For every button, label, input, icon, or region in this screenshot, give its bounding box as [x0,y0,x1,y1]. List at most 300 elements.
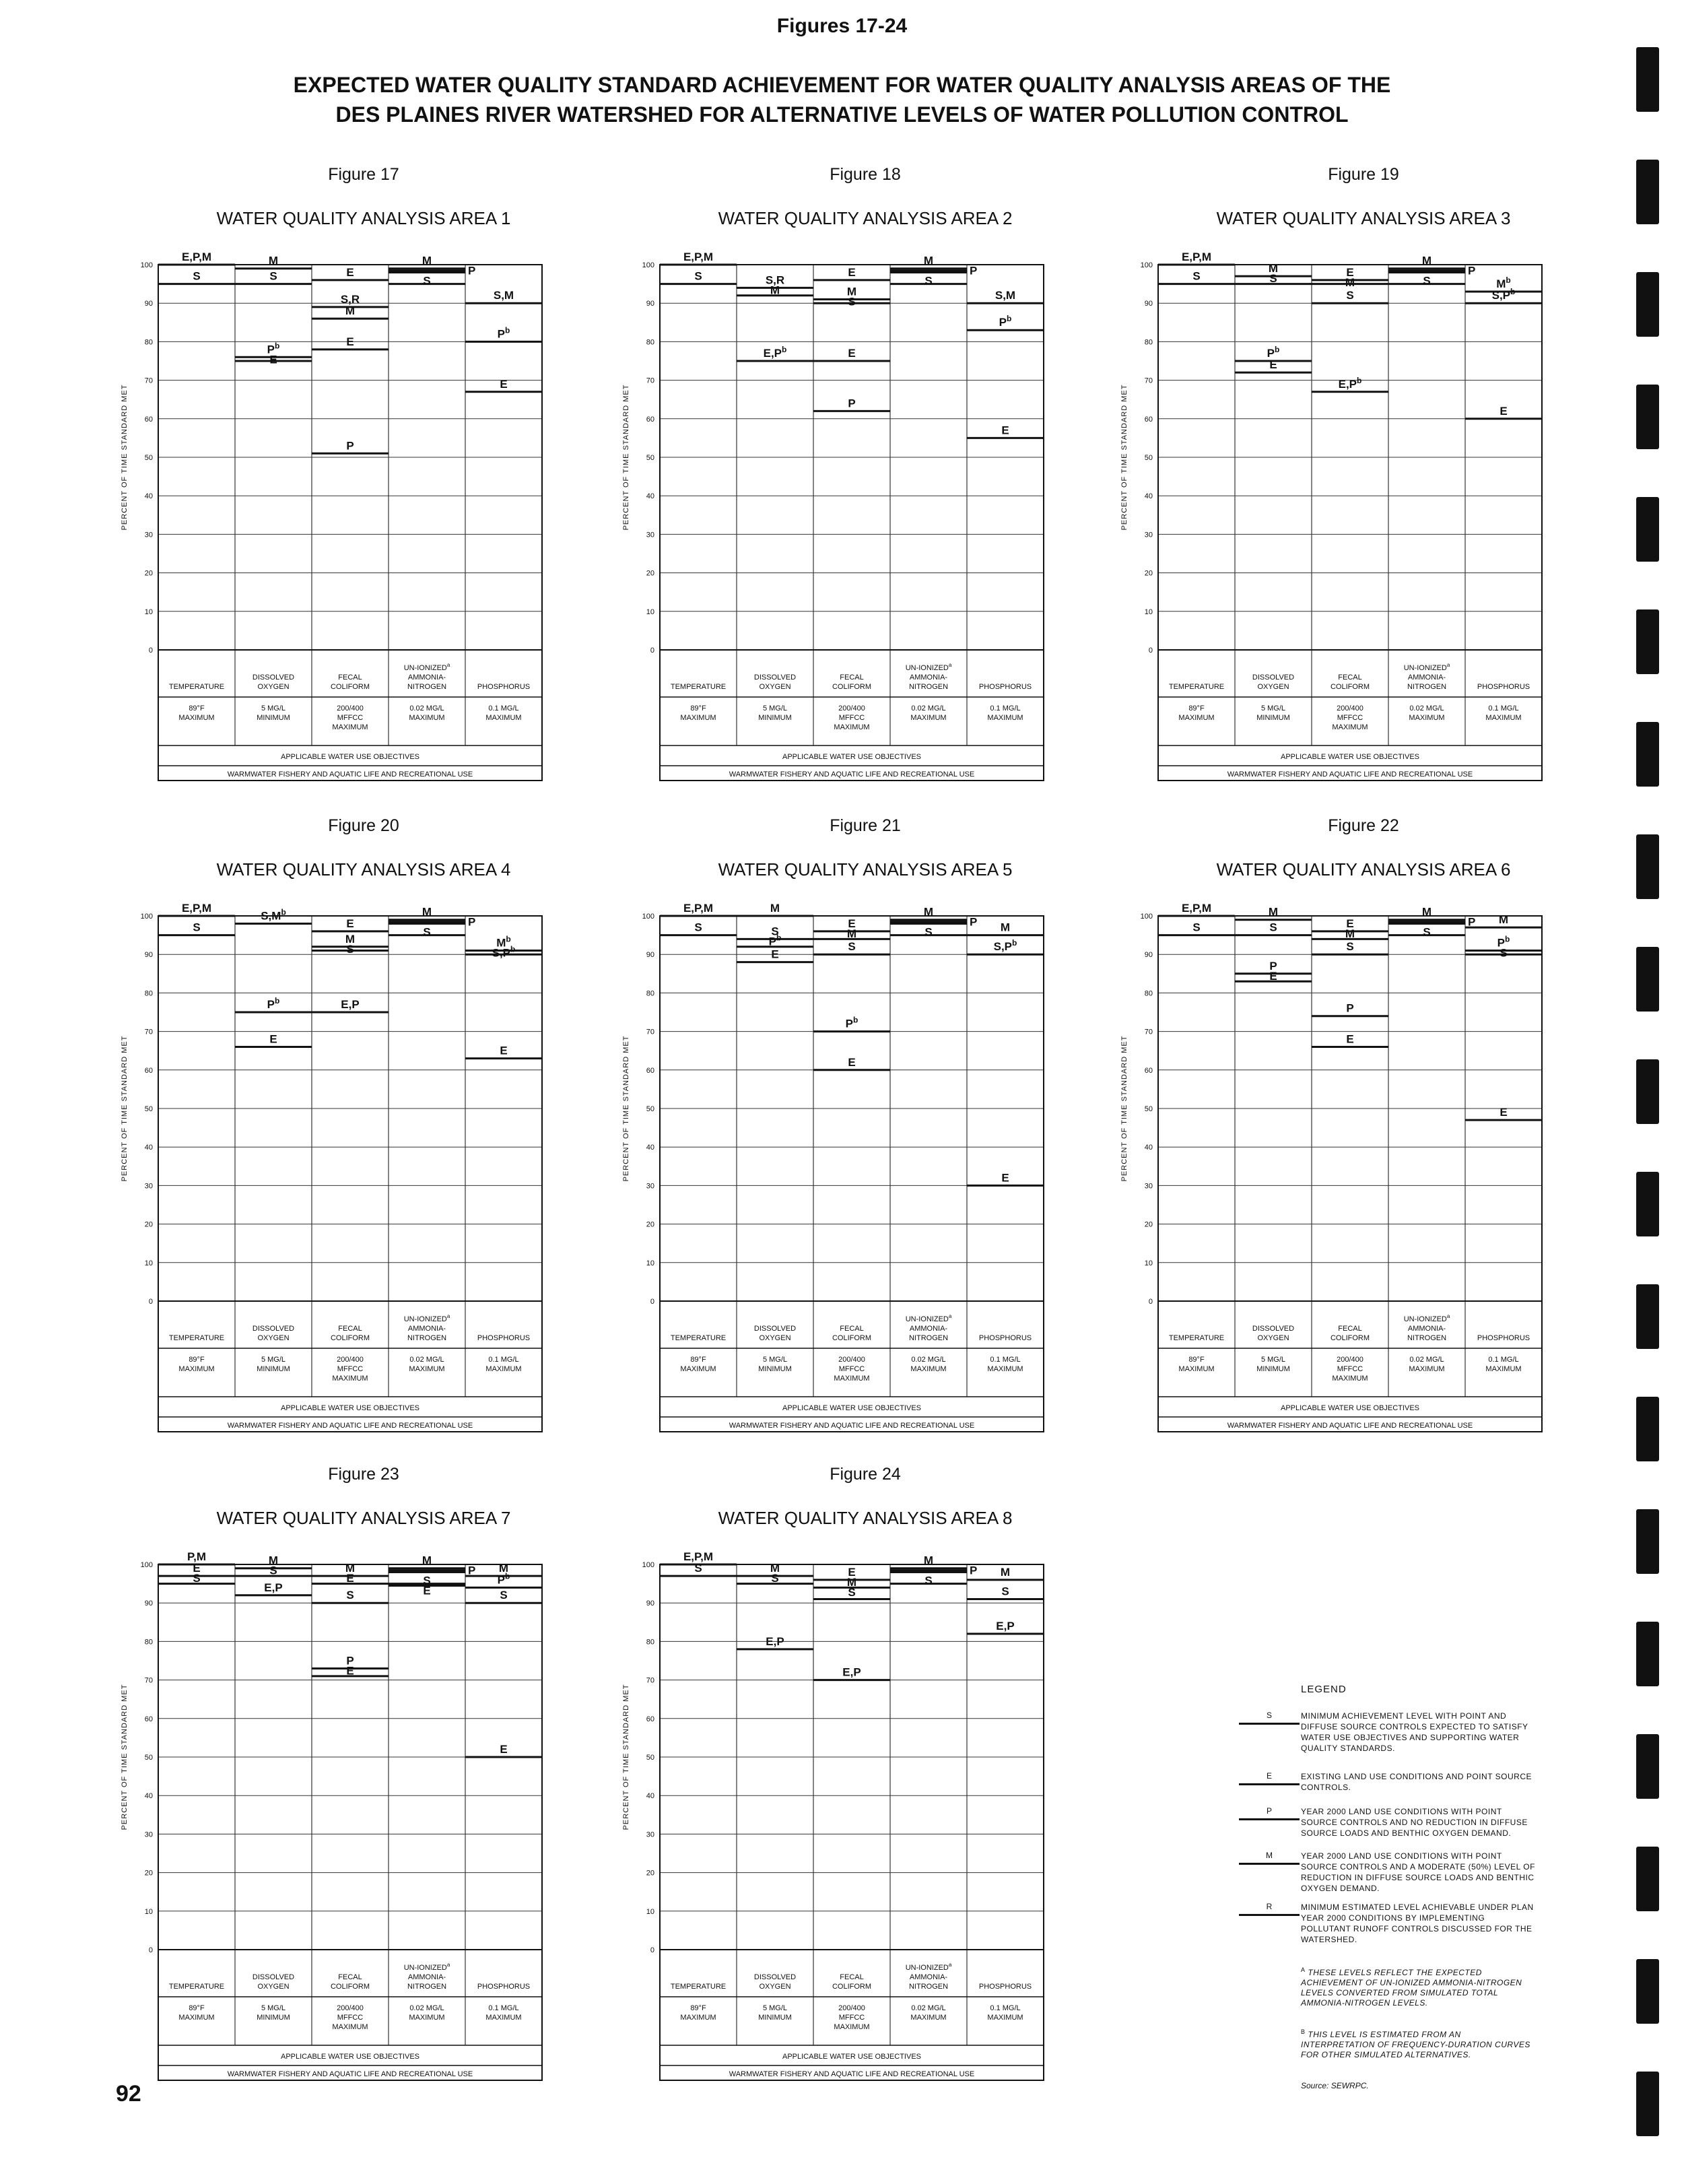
column-name: FECAL [840,1325,864,1333]
standard-value: 0.02 MG/L [1409,1356,1444,1364]
y-tick-label: 10 [144,1907,153,1916]
chart-title: WATER QUALITY ANALYSIS AREA 1 [216,208,511,228]
column-name: AMMONIA- [407,1325,446,1333]
level-marker: $P^b$ [497,1571,510,1587]
level-marker: M [1268,905,1279,919]
y-tick-label: 50 [144,1754,153,1762]
column-name: NITROGEN [908,1334,949,1342]
level-marker: E [1269,358,1277,372]
column-name: COLIFORM [832,1983,872,1991]
y-tick-label: 80 [144,989,153,998]
standard-value: MAXIMUM [834,2023,870,2031]
level-marker: M [923,254,934,267]
figure-label: Figure 18 [830,165,901,184]
page-title-line-1: EXPECTED WATER QUALITY STANDARD ACHIEVEMENT FOR WATER QUALITY ANALYSIS AREAS OF THE [293,73,1391,97]
level-marker: M [1000,921,1011,934]
y-tick-label: 10 [144,1259,153,1267]
level-marker: E [346,1572,354,1585]
chart-svg [114,897,586,1430]
standard-value: MFFCC [337,2014,364,2022]
level-marker: P [970,915,978,929]
tab-mark [1636,2072,1659,2136]
y-tick-label: 0 [148,647,153,655]
column-name: UN-IONIZED$^a$ [403,1313,450,1323]
level-marker: S,M [493,289,514,302]
tab-mark [1636,272,1659,337]
standard-value: MFFCC [1337,1365,1363,1373]
standard-value: MAXIMUM [680,1365,716,1373]
chart-svg [1114,897,1586,1430]
level-marker: E [1269,969,1277,983]
page-title-line-2: DES PLAINES RIVER WATERSHED FOR ALTERNATIVE LEVELS OF WATER POLLUTION CONTROL [335,102,1349,127]
level-marker: S [269,1564,277,1577]
y-axis-label: PERCENT OF TIME STANDARD MET [622,1035,630,1182]
column-name: TEMPERATURE [1168,683,1225,691]
figure-17 [114,165,613,779]
column-name: AMMONIA- [1407,1325,1446,1333]
standard-value: 0.02 MG/L [409,1356,444,1364]
y-tick-label: 100 [140,1561,153,1569]
y-tick-label: 60 [144,1066,153,1075]
level-marker: P [1346,1001,1354,1015]
standard-value: MAXIMUM [1485,1365,1522,1373]
column-name: TEMPERATURE [670,1983,727,1991]
level-marker: S [423,274,431,288]
footnote-mark: b [281,907,286,917]
y-axis-label: PERCENT OF TIME STANDARD MET [622,384,630,531]
column-name: AMMONIA- [1407,673,1446,682]
footnote-mark: b [776,933,782,943]
y-tick-label: 30 [144,1830,153,1839]
y-tick-label: 80 [1144,989,1153,998]
y-tick-label: 80 [1144,338,1153,347]
standard-value: MINIMUM [758,1365,792,1373]
water-use-row-value: WARMWATER FISHERY AND AQUATIC LIFE AND RECREATIONAL USE [729,2070,975,2078]
level-marker: E [848,347,856,360]
y-tick-label: 80 [646,338,654,347]
standard-value: MAXIMUM [485,2014,522,2022]
level-marker: $M^b$ [496,934,511,950]
standard-value: MAXIMUM [409,2014,445,2022]
level-marker: S [924,274,933,288]
standard-value: MFFCC [838,2014,865,2022]
standard-value: MAXIMUM [910,714,947,722]
column-name: TEMPERATURE [168,683,225,691]
legend-text: YEAR 2000 LAND USE CONDITIONS WITH POINT SOURCE CONTROLS AND NO REDUCTION IN DIFFUSE SOURCE LOADS AND BENTHIC OXYGEN DEMAND. [1301,1807,1528,1838]
level-marker: P [468,915,476,929]
standard-value: 89°F [1188,704,1205,713]
level-marker: S,R [765,273,785,287]
level-marker: E [269,353,277,366]
standard-value: MINIMUM [758,2014,792,2022]
y-tick-label: 50 [646,1105,654,1113]
legend-title: LEGEND [1301,1684,1347,1695]
level-marker: S [1269,921,1277,934]
column-name: PHOSPHORUS [978,683,1032,691]
chart-svg [114,246,586,779]
level-marker: E [423,1584,431,1597]
water-use-row-value: WARMWATER FISHERY AND AQUATIC LIFE AND RECREATIONAL USE [227,1422,473,1430]
level-marker: $P^b$ [497,325,510,341]
chart-frame [1158,916,1542,1432]
standard-value: 200/400 [337,2004,364,2012]
level-marker: E,P,M [683,1550,714,1563]
column-name: DISSOLVED [1252,1325,1295,1333]
y-tick-label: 0 [650,647,654,655]
level-marker: S [1423,925,1431,939]
y-tick-label: 100 [642,1561,654,1569]
level-marker: E [500,1044,508,1057]
level-marker: E [848,917,856,930]
y-tick-label: 100 [1140,913,1153,921]
y-tick-label: 60 [1144,415,1153,424]
standard-value: 200/400 [838,1356,865,1364]
tab-mark [1636,1959,1659,2024]
standard-value: 0.02 MG/L [911,704,946,713]
standard-value: 5 MG/L [261,704,286,713]
standard-value: MINIMUM [1256,714,1290,722]
column-name: COLIFORM [330,683,370,691]
y-tick-label: 20 [144,1869,153,1878]
figure-label: Figure 19 [1328,165,1399,184]
column-name: DISSOLVED [753,1973,797,1981]
y-tick-label: 70 [1144,376,1153,385]
footnote-mark: b [505,325,510,335]
chart-title: WATER QUALITY ANALYSIS AREA 3 [1216,208,1511,228]
level-marker: S [423,1574,431,1587]
tab-mark [1636,47,1659,112]
column-name: PHOSPHORUS [477,1983,531,1991]
level-marker: S [924,1574,933,1587]
column-name: AMMONIA- [909,673,948,682]
level-marker: E [269,1032,277,1046]
column-name: DISSOLVED [753,1325,797,1333]
figure-label: Figure 21 [830,816,901,835]
column-name: COLIFORM [330,1334,370,1342]
level-marker: E,P,M [181,902,212,915]
chart-svg [616,1546,1087,2078]
column-name: OXYGEN [1257,683,1289,691]
standard-value: MAXIMUM [987,1365,1023,1373]
y-tick-label: 20 [144,1220,153,1229]
tab-mark [1636,1847,1659,1911]
standard-value: 200/400 [337,704,364,713]
y-tick-label: 60 [144,1715,153,1723]
y-axis-label: PERCENT OF TIME STANDARD MET [121,384,129,531]
level-marker: E,P,M [683,251,714,263]
y-tick-label: 10 [1144,1259,1153,1267]
level-marker: S [193,921,201,934]
column-name: FECAL [1338,673,1362,682]
standard-value: MAXIMUM [834,723,870,731]
column-name: AMMONIA- [407,673,446,682]
footnote-b [1301,2027,1537,2060]
standard-value: 5 MG/L [1260,1356,1286,1364]
y-tick-label: 100 [642,261,654,269]
standard-value: 5 MG/L [261,1356,286,1364]
column-name: NITROGEN [407,1334,447,1342]
tab-mark [1636,1059,1659,1124]
standard-value: 0.02 MG/L [911,1356,946,1364]
level-marker: $P^b$ [845,1015,858,1030]
level-marker: E,P,M [1181,251,1212,263]
y-tick-label: 0 [1148,647,1153,655]
level-marker: M [422,905,432,919]
y-tick-label: 70 [1144,1028,1153,1036]
footnote-mark: a [446,1313,450,1319]
level-marker: E [1001,1171,1009,1185]
tab-mark [1636,1172,1659,1236]
y-tick-label: 80 [646,989,654,998]
level-marker: S [694,921,702,934]
level-marker: M [268,1554,279,1567]
column-name: NITROGEN [407,683,447,691]
y-tick-label: 30 [646,1182,654,1191]
column-name: COLIFORM [1330,1334,1370,1342]
column-name: PHOSPHORUS [978,1334,1032,1342]
water-use-row-label: APPLICABLE WATER USE OBJECTIVES [281,753,419,761]
level-marker: M [345,304,356,318]
legend-symbol: S [1266,1711,1272,1720]
level-marker: S [423,925,431,939]
y-tick-label: 20 [646,569,654,578]
figure-23 [114,1465,613,2078]
level-marker: S [848,1585,856,1599]
column-name: TEMPERATURE [168,1983,225,1991]
water-use-row-label: APPLICABLE WATER USE OBJECTIVES [782,1404,921,1412]
standard-value: MAXIMUM [332,1375,368,1383]
level-marker: E [346,335,354,348]
water-use-row-label: APPLICABLE WATER USE OBJECTIVES [1281,753,1419,761]
standard-value: MAXIMUM [910,2014,947,2022]
chart-title: WATER QUALITY ANALYSIS AREA 2 [718,208,1013,228]
chart-title: WATER QUALITY ANALYSIS AREA 6 [1216,859,1511,880]
tab-mark [1636,722,1659,787]
tab-mark [1636,609,1659,674]
level-marker: $E,P^b$ [763,345,787,360]
footnote-mark: b [853,1015,858,1025]
column-name: AMMONIA- [407,1973,446,1981]
column-name: OXYGEN [257,1334,290,1342]
water-use-row-value: WARMWATER FISHERY AND AQUATIC LIFE AND RECREATIONAL USE [729,770,975,779]
level-marker: M [846,285,857,298]
column-name: UN-IONIZED$^a$ [905,1962,952,1972]
y-tick-label: 60 [144,415,153,424]
column-name: COLIFORM [832,1334,872,1342]
legend-text: MINIMUM ACHIEVEMENT LEVEL WITH POINT AND DIFFUSE SOURCE CONTROLS EXPECTED TO SATISFY WATER USE OBJECTIVES AND SUPPORTING WATER QUALITY STANDARDS. [1301,1711,1528,1753]
y-tick-label: 50 [144,454,153,462]
figure-22 [1114,816,1613,1430]
standard-value: MFFCC [1337,714,1363,722]
standard-value: 0.1 MG/L [488,2004,519,2012]
level-marker: $P^b$ [267,341,280,356]
figure-18 [616,165,1114,779]
y-axis-label: PERCENT OF TIME STANDARD MET [121,1035,129,1182]
water-use-row-label: APPLICABLE WATER USE OBJECTIVES [782,753,921,761]
column-name: DISSOLVED [252,673,295,682]
y-tick-label: 70 [144,1676,153,1685]
level-marker: E [848,1565,856,1579]
y-tick-label: 10 [646,607,654,616]
level-marker: $P^b$ [267,996,280,1011]
level-marker: M [846,1575,857,1589]
standard-value: MAXIMUM [409,1365,445,1373]
level-marker: M [770,902,780,915]
footnote-mark: A [1301,1966,1306,1973]
standard-value: 89°F [690,704,706,713]
footnote-mark: a [446,1962,450,1968]
source-note: Source: SEWRPC. [1301,2081,1369,2090]
column-name: OXYGEN [257,683,290,691]
column-name: NITROGEN [1407,1334,1447,1342]
tab-mark [1636,497,1659,562]
column-name: UN-IONIZED$^a$ [403,1962,450,1972]
column-name: DISSOLVED [753,673,797,682]
legend-text: YEAR 2000 LAND USE CONDITIONS WITH POINT SOURCE CONTROLS AND A MODERATE (50%) LEVEL OF REDUCTION IN DIFFUSE SOURCE LOADS AND BENTHIC OXYGEN DEMAND. [1301,1851,1535,1893]
level-marker: S [346,1589,354,1602]
y-tick-label: 100 [140,261,153,269]
y-tick-label: 40 [144,492,153,501]
level-marker: S [193,1572,201,1585]
standard-value: MAXIMUM [178,2014,215,2022]
footnote-mark: a [948,662,952,668]
standard-value: MAXIMUM [987,714,1023,722]
column-name: DISSOLVED [252,1973,295,1981]
y-tick-label: 90 [144,951,153,960]
level-marker: E,P,M [683,902,714,915]
y-tick-label: 70 [646,376,654,385]
level-marker: M [923,1554,934,1567]
column-name: AMMONIA- [909,1973,948,1981]
column-name: NITROGEN [1407,683,1447,691]
y-tick-label: 0 [148,1298,153,1306]
standard-value: MINIMUM [1256,1365,1290,1373]
legend-symbol: M [1266,1851,1273,1860]
level-marker: P [1269,959,1277,972]
standard-value: MAXIMUM [1409,714,1445,722]
level-marker: S [1423,274,1431,288]
standard-value: MAXIMUM [485,1365,522,1373]
footnote-mark: b [1012,938,1017,948]
tab-mark [1636,1622,1659,1686]
y-tick-label: 10 [646,1259,654,1267]
tab-mark [1636,947,1659,1012]
y-axis-label: PERCENT OF TIME STANDARD MET [1120,384,1129,531]
legend-symbol: R [1266,1902,1273,1911]
y-tick-label: 40 [1144,492,1153,501]
level-marker: P [970,1564,978,1577]
y-tick-label: 90 [646,951,654,960]
column-name: DISSOLVED [1252,673,1295,682]
footnote-mark: b [1506,275,1511,286]
standard-value: 5 MG/L [762,2004,788,2012]
level-marker: E [1346,917,1354,930]
standard-value: 89°F [189,2004,205,2012]
level-marker: P,M [187,1550,207,1563]
level-marker: E [1346,265,1354,279]
column-name: FECAL [1338,1325,1362,1333]
level-marker: S [694,269,702,283]
standard-value: 200/400 [337,1356,364,1364]
standard-value: 0.02 MG/L [1409,704,1444,713]
water-use-row-label: APPLICABLE WATER USE OBJECTIVES [782,2053,921,2061]
level-marker: S [848,940,856,954]
level-marker: M [1421,905,1432,919]
level-marker: $S,M^b$ [261,907,286,923]
level-marker: E [848,1055,856,1069]
standard-value: 0.1 MG/L [990,2004,1021,2012]
level-marker: P [970,264,978,277]
level-marker: S [269,269,277,283]
standard-value: 5 MG/L [762,1356,788,1364]
footnote-mark: b [1510,287,1516,297]
y-tick-label: 0 [650,1946,654,1954]
level-marker: E [193,1562,201,1575]
y-tick-label: 60 [646,415,654,424]
level-marker: E,P,M [181,251,212,263]
standard-value: MAXIMUM [680,714,716,722]
level-marker: S [924,925,933,939]
footnote-mark: b [275,996,280,1005]
footnote-mark: b [510,944,516,954]
level-marker: S [1500,946,1508,960]
legend-symbol: E [1266,1771,1272,1781]
level-marker: P [468,1564,476,1577]
standard-value: 0.1 MG/L [990,704,1021,713]
level-marker: M [1345,927,1355,940]
standard-value: MAXIMUM [485,714,522,722]
standard-value: MINIMUM [257,2014,290,2022]
column-name: TEMPERATURE [670,683,727,691]
level-marker: $P^b$ [1267,345,1280,360]
y-tick-label: 90 [646,1599,654,1608]
standard-value: MAXIMUM [178,1365,215,1373]
tab-mark [1636,1397,1659,1461]
level-marker: S,R [340,292,360,306]
tab-mark [1636,385,1659,449]
standard-value: 0.02 MG/L [409,2004,444,2012]
level-marker: E [346,1664,354,1678]
figure-label: Figure 20 [328,816,399,835]
footnote-mark: a [446,662,450,668]
water-use-row-value: WARMWATER FISHERY AND AQUATIC LIFE AND RECREATIONAL USE [729,1422,975,1430]
level-marker: E [346,265,354,279]
water-use-row-value: WARMWATER FISHERY AND AQUATIC LIFE AND RECREATIONAL USE [227,2070,473,2078]
column-name: TEMPERATURE [670,1334,727,1342]
standard-value: MAXIMUM [987,2014,1023,2022]
figure-label: Figure 23 [328,1465,399,1484]
y-tick-label: 60 [1144,1066,1153,1075]
column-name: FECAL [338,1973,362,1981]
column-name: OXYGEN [759,683,791,691]
chart-title: WATER QUALITY ANALYSIS AREA 4 [216,859,511,880]
column-name: PHOSPHORUS [477,683,531,691]
y-tick-label: 90 [144,300,153,308]
y-tick-label: 90 [646,300,654,308]
figure-24 [616,1465,1114,2078]
level-marker: E [1346,1032,1354,1046]
level-marker: P [468,264,476,277]
chart-title: WATER QUALITY ANALYSIS AREA 7 [216,1508,511,1528]
column-name: COLIFORM [1330,683,1370,691]
column-name: PHOSPHORUS [1477,683,1530,691]
tab-mark [1636,1734,1659,1799]
level-marker: M [498,1562,509,1575]
y-axis-label: PERCENT OF TIME STANDARD MET [622,1684,630,1830]
y-tick-label: 40 [646,492,654,501]
column-name: UN-IONIZED$^a$ [1403,662,1450,672]
standard-value: 200/400 [838,704,865,713]
